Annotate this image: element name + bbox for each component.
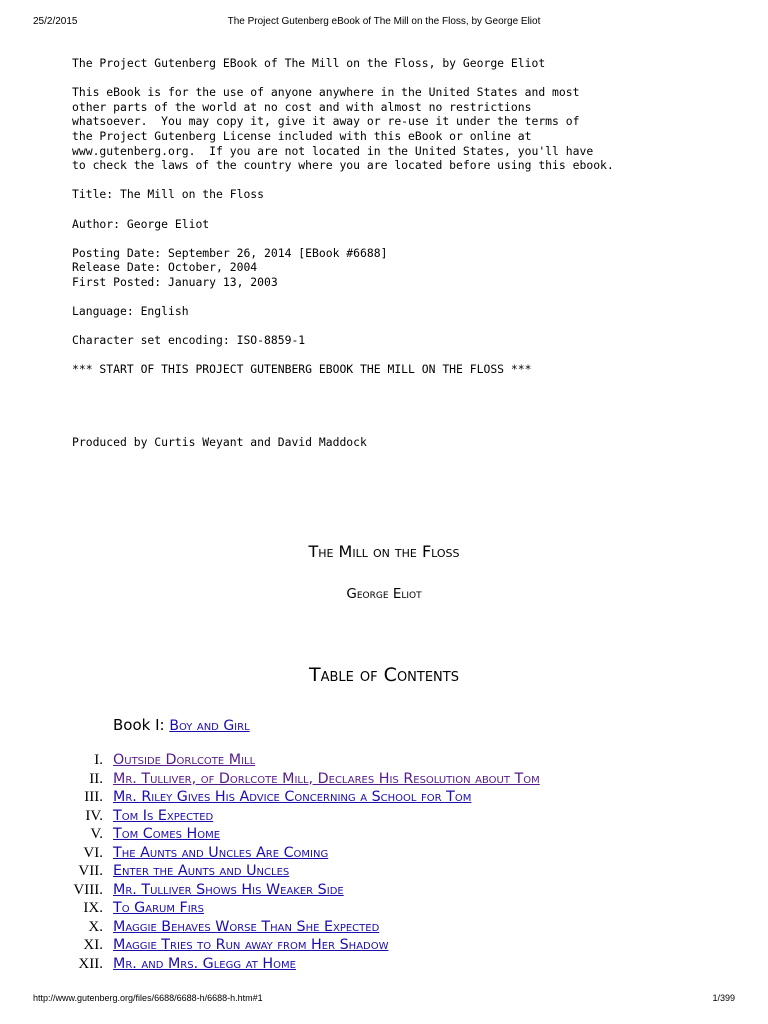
preamble-line: [72, 71, 712, 86]
preamble-line: Language: English: [72, 304, 189, 319]
chapter-link[interactable]: Mr. Tulliver, of Dorlcote Mill, Declares His Resolution about Tom: [113, 770, 540, 787]
chapter-item: [0, 862, 768, 881]
preamble-line: [72, 392, 712, 407]
preamble-line: [72, 173, 712, 188]
preamble-line: [72, 406, 712, 421]
preamble-line: [72, 290, 712, 305]
chapter-number: III.: [84, 789, 103, 805]
preamble-line: Produced by Curtis Weyant and David Maddock: [72, 435, 367, 450]
print-page-title: The Project Gutenberg eBook of The Mill on the Floss, by George Eliot: [227, 16, 541, 27]
book-heading-link[interactable]: Boy and Girl: [169, 718, 250, 734]
preamble-line: www.gutenberg.org. If you are not located in the United States, you'll have: [72, 143, 594, 158]
chapter-item: [0, 825, 768, 844]
preamble-line: [72, 377, 712, 392]
chapter-item: [0, 918, 768, 937]
chapter-link[interactable]: Mr. Tulliver Shows His Weaker Side: [113, 881, 344, 898]
preamble-line: [72, 348, 712, 363]
preamble-line: Character set encoding: ISO-8859-1: [72, 333, 306, 348]
chapter-item: [0, 955, 768, 974]
print-footer: [33, 993, 735, 1007]
preamble-line: [72, 231, 712, 246]
chapter-link[interactable]: The Aunts and Uncles Are Coming: [113, 844, 329, 861]
print-header: [33, 16, 735, 30]
chapter-item: [0, 751, 768, 770]
toc-heading: Table of Contents: [309, 664, 459, 686]
chapter-item: [0, 770, 768, 789]
preamble-line: Author: George Eliot: [72, 216, 210, 231]
chapter-number: VII.: [78, 863, 103, 879]
chapter-number: X.: [88, 918, 103, 935]
chapter-number: IV.: [85, 807, 103, 824]
chapter-link[interactable]: Tom Comes Home: [113, 826, 221, 842]
book-heading: [113, 716, 250, 734]
preamble-line: the Project Gutenberg License included with this eBook or online at: [72, 128, 532, 143]
preamble-line: [72, 319, 712, 334]
chapter-link[interactable]: Tom Is Expected: [113, 807, 214, 824]
book-author: George Eliot: [346, 586, 422, 602]
chapter-link[interactable]: Mr. Riley Gives His Advice Concerning a School for Tom: [113, 789, 472, 805]
book-heading-prefix: Book I:: [113, 716, 170, 734]
chapter-item: [0, 881, 768, 900]
chapter-item: [0, 936, 768, 955]
preamble-line: to check the laws of the country where you are located before using this ebook.: [72, 158, 614, 173]
chapter-link[interactable]: Outside Dorlcote Mill: [113, 752, 256, 768]
preamble-line: Release Date: October, 2004: [72, 260, 258, 275]
chapter-item: [0, 899, 768, 918]
chapter-list: [0, 751, 768, 973]
chapter-link[interactable]: Enter the Aunts and Uncles: [113, 863, 290, 879]
print-url: http://www.gutenberg.org/files/6688/6688-h/6688-h.htm#1: [33, 993, 263, 1003]
chapter-number: I.: [94, 752, 103, 768]
book-title: The Mill on the Floss: [308, 542, 460, 561]
preamble-line: This eBook is for the use of anyone anywhere in the United States and most: [72, 85, 580, 100]
preamble-line: Title: The Mill on the Floss: [72, 187, 265, 202]
print-page-number: 1/399: [712, 993, 735, 1003]
preamble-line: other parts of the world at no cost and with almost no restrictions: [72, 99, 532, 114]
preamble-line: First Posted: January 13, 2003: [72, 274, 278, 289]
chapter-number: VI.: [83, 844, 103, 861]
chapter-item: [0, 807, 768, 826]
preamble-line: Posting Date: September 26, 2014 [EBook #6688]: [72, 245, 388, 260]
chapter-number: II.: [89, 770, 103, 787]
chapter-number: XII.: [78, 955, 103, 972]
license-preamble: [72, 56, 712, 450]
chapter-number: IX.: [83, 900, 103, 916]
preamble-line: *** START OF THIS PROJECT GUTENBERG EBOOK THE MILL ON THE FLOSS ***: [72, 362, 532, 377]
print-date: 25/2/2015: [33, 16, 78, 27]
chapter-link[interactable]: Mr. and Mrs. Glegg at Home: [113, 955, 296, 972]
chapter-item: [0, 788, 768, 807]
preamble-line: [72, 421, 712, 436]
chapter-link[interactable]: To Garum Firs: [113, 900, 204, 916]
preamble-line: The Project Gutenberg EBook of The Mill on the Floss, by George Eliot: [72, 56, 546, 70]
preamble-line: [72, 202, 712, 217]
chapter-item: [0, 844, 768, 863]
chapter-number: V.: [90, 826, 103, 842]
chapter-number: VIII.: [73, 881, 103, 898]
chapter-link[interactable]: Maggie Tries to Run away from Her Shadow: [113, 937, 389, 953]
chapter-link[interactable]: Maggie Behaves Worse Than She Expected: [113, 918, 380, 935]
preamble-line: whatsoever. You may copy it, give it away or re-use it under the terms of: [72, 114, 580, 129]
chapter-number: XI.: [83, 937, 103, 953]
